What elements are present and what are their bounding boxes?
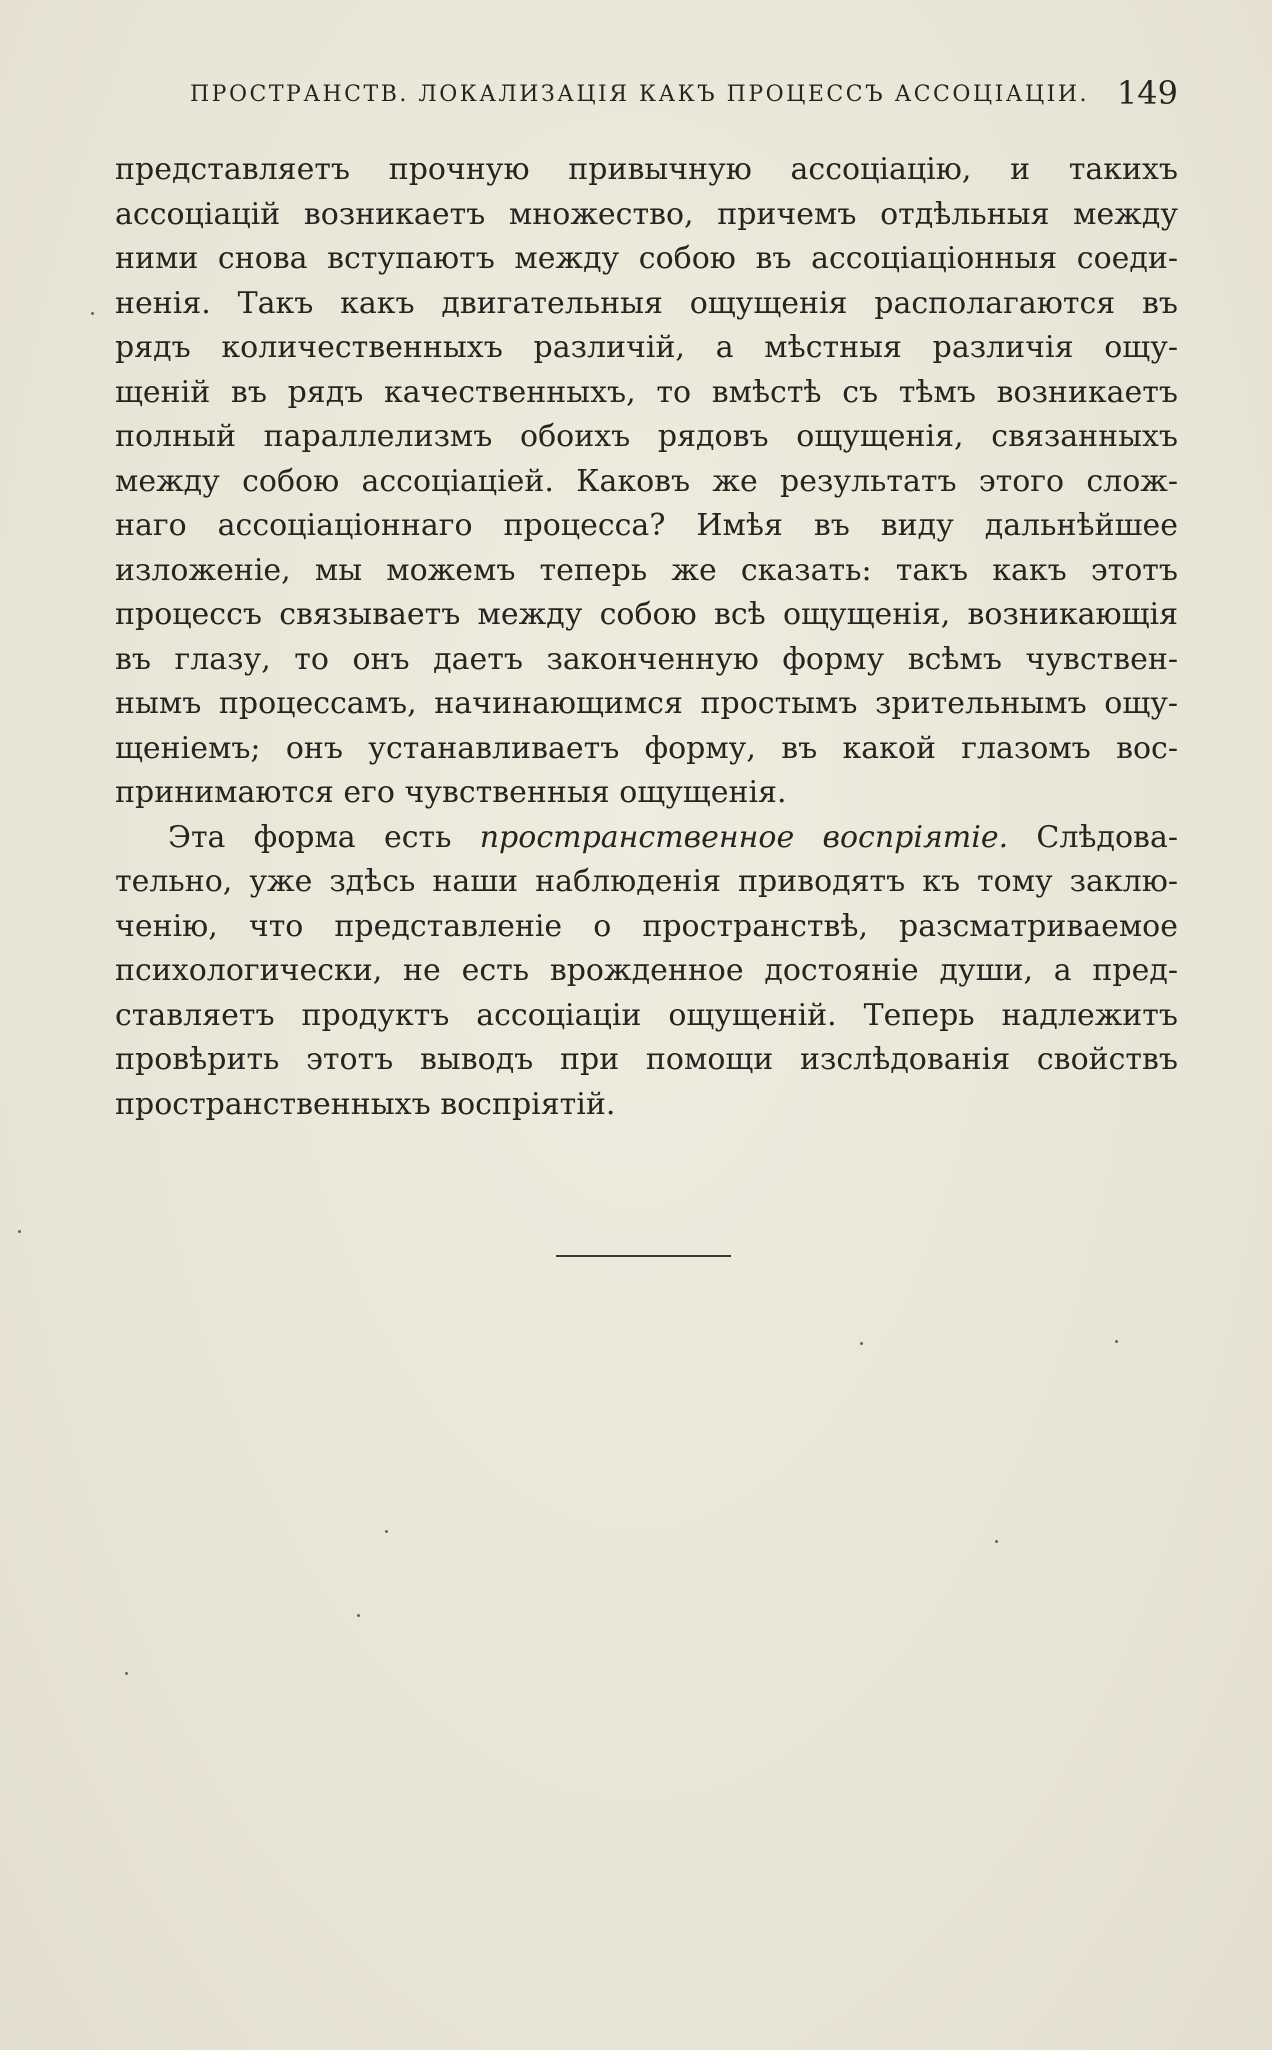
text-line: ненія. Такъ какъ двигательныя ощущенія располагаются въ bbox=[115, 285, 1178, 321]
running-header bbox=[115, 72, 1178, 116]
text-line: наго ассоціаціоннаго процесса? Имѣя въ виду дальнѣйшее bbox=[115, 508, 1178, 543]
text-line: провѣрить этотъ выводъ при помощи изслѣдованія свойствъ bbox=[115, 1042, 1178, 1077]
paper-speck bbox=[1115, 1340, 1118, 1343]
text-line: ними снова вступаютъ между собою въ ассоціаціонныя соеди- bbox=[115, 241, 1178, 276]
italic-term: пространственное воспріятіе. bbox=[479, 819, 1009, 855]
page-number: 149 bbox=[1116, 74, 1178, 112]
paper-speck bbox=[91, 312, 94, 315]
text-line: щеніемъ; онъ устанавливаетъ форму, въ какой глазомъ вос- bbox=[115, 730, 1178, 766]
paper-speck bbox=[357, 1614, 360, 1617]
text-line: въ глазу, то онъ даетъ законченную форму всѣмъ чувствен- bbox=[115, 641, 1178, 677]
paper-speck bbox=[18, 1230, 21, 1233]
text-line: рядъ количественныхъ различій, а мѣстныя различія ощу- bbox=[115, 330, 1178, 365]
paper-speck bbox=[995, 1540, 998, 1543]
text-line: изложеніе, мы можемъ теперь же сказать: такъ какъ этотъ bbox=[115, 552, 1178, 588]
paragraph-first-line bbox=[115, 816, 1178, 861]
text-span: Слѣдова- bbox=[1036, 819, 1178, 855]
text-line: психологически, не есть врожденное достояніе души, а пред- bbox=[115, 953, 1178, 988]
text-line: полный параллелизмъ обоихъ рядовъ ощущенія, связанныхъ bbox=[115, 419, 1178, 454]
paper-speck bbox=[385, 1530, 388, 1533]
section-end-rule bbox=[556, 1255, 731, 1257]
paper-speck bbox=[860, 1342, 863, 1345]
text-line: между собою ассоціаціей. Каковъ же результатъ этого слож- bbox=[115, 463, 1178, 499]
running-title: ПРОСТРАНСТВ. ЛОКАЛИЗАЦІЯ КАКЪ ПРОЦЕССЪ АССОЦІАЦІИ. bbox=[190, 82, 1090, 107]
paper-speck bbox=[125, 1672, 128, 1675]
text-line: ассоціацій возникаетъ множество, причемъ отдѣльныя между bbox=[115, 196, 1178, 232]
text-line: представляетъ прочную привычную ассоціацію, и такихъ bbox=[115, 152, 1178, 187]
text-line: принимаются его чувственныя ощущенія. bbox=[115, 775, 787, 810]
text-line: щеній въ рядъ качественныхъ, то вмѣстѣ съ тѣмъ возникаетъ bbox=[115, 374, 1178, 410]
body-text bbox=[115, 148, 1178, 1127]
text-line: пространственныхъ воспріятій. bbox=[115, 1086, 616, 1122]
text-line: ставляетъ продуктъ ассоціаціи ощущеній. Теперь надлежитъ bbox=[115, 997, 1178, 1033]
text-line: тельно, уже здѣсь наши наблюденія приводятъ къ тому заклю- bbox=[115, 864, 1178, 899]
text-line: ченію, что представленіе о пространствѣ, разсматриваемое bbox=[115, 908, 1178, 944]
text-line: нымъ процессамъ, начинающимся простымъ зрительнымъ ощу- bbox=[115, 686, 1178, 721]
text-span: Эта форма есть bbox=[168, 819, 452, 855]
text-line: процессъ связываетъ между собою всѣ ощущенія, возникающія bbox=[115, 597, 1178, 632]
